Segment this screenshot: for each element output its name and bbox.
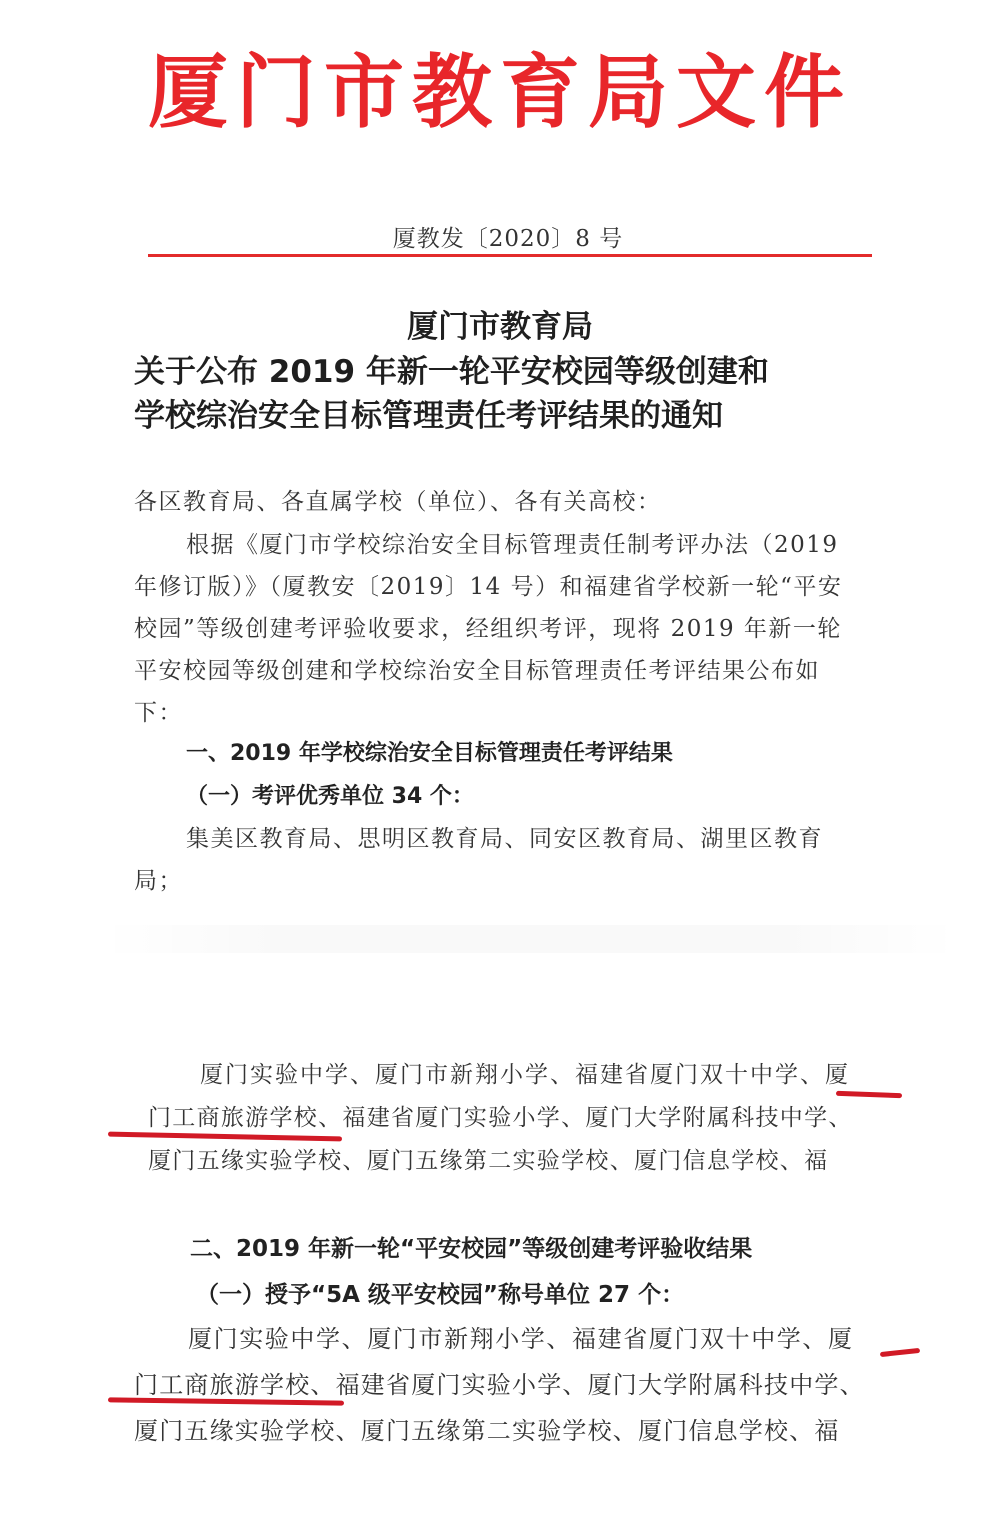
body-line: 校园”等级创建考评验收要求，经组织考评，现将 2019 年新一轮 [134, 616, 842, 642]
section2-line: 厦门实验中学、厦门市新翔小学、福建省厦门双十中学、厦 [188, 1325, 854, 1353]
section1-subheading: （一）考评优秀单位 34 个： [186, 784, 474, 809]
highlight-underline [108, 1132, 342, 1142]
section2-line: 门工商旅游学校、福建省厦门实验小学、厦门大学附属科技中学、 [134, 1371, 865, 1399]
title-line-2: 关于公布 2019 年新一轮平安校园等级创建和 [134, 354, 769, 390]
excerpt1-line: 门工商旅游学校、福建省厦门实验小学、厦门大学附属科技中学、 [148, 1105, 853, 1131]
document-header-title: 厦门市教育局文件 [148, 46, 852, 139]
section1-line: 局； [134, 868, 183, 894]
title-line-3: 学校综治安全目标管理责任考评结果的通知 [134, 398, 723, 434]
section1-heading: 一、2019 年学校综治安全目标管理责任考评结果 [186, 741, 673, 766]
body-line: 下： [134, 700, 183, 726]
section2-subheading: （一）授予“5A 级平安校园”称号单位 27 个： [196, 1282, 685, 1308]
highlight-underline [880, 1348, 920, 1357]
excerpt1-line: 厦门五缘实验学校、厦门五缘第二实验学校、厦门信息学校、福 [148, 1148, 829, 1174]
section2-line: 厦门五缘实验学校、厦门五缘第二实验学校、厦门信息学校、福 [134, 1417, 840, 1445]
page-fold-shadow [100, 925, 960, 953]
section2-heading: 二、2019 年新一轮“平安校园”等级创建考评验收结果 [190, 1236, 753, 1262]
highlight-underline [836, 1091, 902, 1098]
body-line: 根据《厦门市学校综治安全目标管理责任制考评办法（2019 [186, 532, 839, 558]
document-number: 厦教发〔2020〕8 号 [392, 226, 624, 252]
header-red-rule [148, 254, 872, 257]
excerpt1-line: 厦门实验中学、厦门市新翔小学、福建省厦门双十中学、厦 [200, 1062, 850, 1088]
title-line-1: 厦门市教育局 [407, 309, 593, 345]
section1-line: 集美区教育局、思明区教育局、同安区教育局、湖里区教育 [186, 826, 823, 852]
body-line: 平安校园等级创建和学校综治安全目标管理责任考评结果公布如 [134, 658, 820, 684]
salutation: 各区教育局、各直属学校（单位）、各有关高校： [134, 489, 662, 515]
body-line: 年修订版）》（厦教安〔2019〕14 号）和福建省学校新一轮“平安 [134, 574, 843, 600]
